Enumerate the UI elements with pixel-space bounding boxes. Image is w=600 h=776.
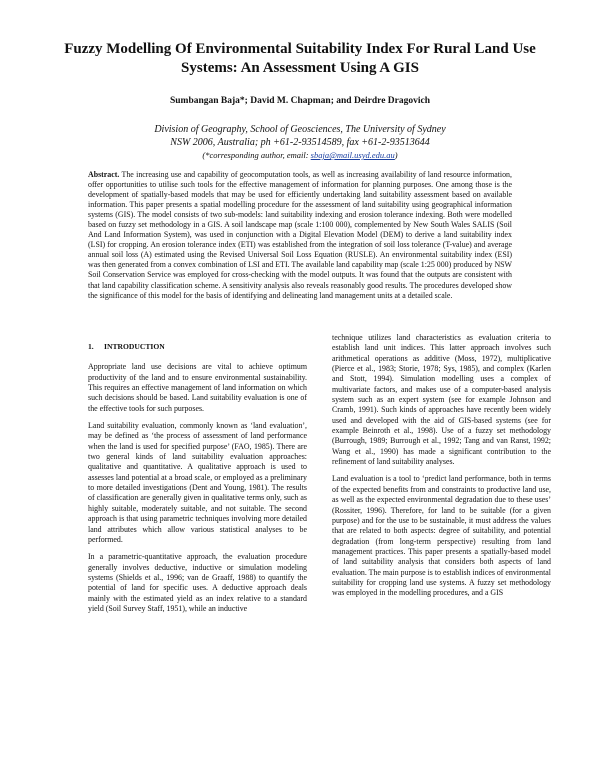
affiliation-line-1: Division of Geography, School of Geosciences, The University of Sydney bbox=[154, 124, 446, 135]
paragraph: technique utilizes land characteristics as evaluation criteria to establish land unit indices. This latter approach involves such arithmetical operations as additive (Moss, 1972), multiplicative (Pierce et al., 1983; Storie, 1978; Sys, 1985), and complex (Karlen and Stott, 1994). Simulation modelling uses a complex of multivariate factors, and makes use of a computer-based analysis system such as an expert system (see for example Johnson and Cramb, 1991). Such kinds of approaches have recently been widely used and developed with the aid of GIS-based systems (see for example Beinroth et al., 1998). Use of a fuzzy set methodology (Burrough, 1989; Burrough et al., 1992; Tang and van Ranst, 1992; Wang et al., 1990) has made a significant contribution to the refinement of land suitability analyses. bbox=[332, 333, 551, 467]
paragraph: Appropriate land use decisions are vital to achieve optimum productivity of the land and to ensure environmental sustainability. This requires an effective management of land information on which such decisions should be based. Land suitability evaluation is one of the effective tools for such purposes. bbox=[88, 362, 307, 413]
affiliation-block bbox=[40, 123, 560, 162]
affiliation-line-2: NSW 2006, Australia; ph +61-2-93514589, fax +61-2-93513644 bbox=[170, 137, 430, 148]
paper-title: Fuzzy Modelling Of Environmental Suitability Index For Rural Land Use Systems: An Assessment Using A GIS bbox=[64, 41, 536, 76]
right-column bbox=[332, 333, 551, 606]
corresponding-author-note bbox=[40, 149, 560, 162]
correspondence-prefix: (*corresponding author, email: bbox=[202, 150, 311, 160]
section-title: INTRODUCTION bbox=[104, 342, 165, 351]
email-link[interactable]: sbaja@mail.usyd.edu.au bbox=[310, 150, 395, 160]
section-heading bbox=[88, 342, 307, 352]
paragraph: Land evaluation is a tool to ‘predict land performance, both in terms of the expected benefits from and constraints to productive land use, as well as the expected environmental degradation due to these uses’ (Rossiter, 1996). Therefore, for land to be suitable (for a given purpose) and for the use to be sustainable, it must address the values that are related to both aspects: degree of suitability, and potential degradation (from long-term perspective) resulting from land management practices. This paper presents a spatially-based model of land suitability analysis that considers both aspects of land evaluation. The main purpose is to establish indices of environmental suitability for cropping land use systems. A fuzzy set methodology was employed in the modelling procedures, and a GIS bbox=[332, 474, 551, 598]
section-number: 1. bbox=[88, 342, 94, 351]
paragraph: Land suitability evaluation, commonly known as ‘land evaluation’, may be defined as ‘the process of assessment of land performance when the land is used for specified purpose’ (FAO, 1985). There are two general kinds of land suitability evaluation approaches: qualitative and quantitative. A qualitative approach is used to assesses land potential at a broad scale, or employed as a preliminary to more detailed investigations (Dent and Young, 1981). The results of classification are generally given in qualitative terms only, such as highly suitable, moderately suitable, and not suitable. The second approach is that using parametric techniques involving more detailed land attributes which allow various statistical analyses to be performed. bbox=[88, 421, 307, 544]
left-column bbox=[88, 342, 307, 621]
abstract-label: Abstract. bbox=[88, 170, 120, 179]
author-list: Sumbangan Baja*; David M. Chapman; and Deirdre Dragovich bbox=[169, 96, 431, 106]
paragraph: In a parametric-quantitative approach, the evaluation procedure generally involves deductive, inductive or simulation modeling systems (Shields et al., 1996; van de Graaff, 1988) to quantify the potential of land for specific uses. A deductive approach deals mainly with the estimated yield as an index relative to a standard yield (Soil Survey Staff, 1951), while an inductive bbox=[88, 552, 307, 613]
correspondence-suffix: ) bbox=[394, 150, 398, 160]
abstract bbox=[88, 170, 512, 301]
abstract-text: The increasing use and capability of geocomputation tools, as well as increasing availability of land resource information, offer opportunities to utilise such tools for the effective management of information for planning purposes. One among those is the development of spatially-based models that may be used for efficiently undertaking land suitability assessment based on available information. This paper presents a spatial modelling procedure for the assessment of land suitability using geographical information systems (GIS). The model consists of two sub-models: land suitability indexing and erosion tolerance indexing. Both were modelled based on fuzzy set methodology in a GIS. A soil landscape map (scale 1:100 000), complemented by New South Wales SALIS (Soil And Land Information System), was used in conjunction with a Digital Elevation Model (DEM) to derive a land suitability index (LSI) for cropping. An erosion tolerance index (ETI) was established from the integration of soil loss tolerance (T-value) and average annual soil loss (A) estimated using the Revised Universal Soil Loss Equation (RUSLE). An environmental suitability index (ESI) was then generated from a convex combination of LSI and ETI. The available land capability map (scale 1:25 000) produced by NSW Soil Conservation Service was employed for cross-checking with the model outputs. It was found that the outputs are consistent with that land capability classification scheme. A sensitivity analysis also reveals reasonably good results. The procedures developed show the significance of this model for the basis of identifying and delineating land management units at a detailed scale. bbox=[88, 170, 512, 300]
